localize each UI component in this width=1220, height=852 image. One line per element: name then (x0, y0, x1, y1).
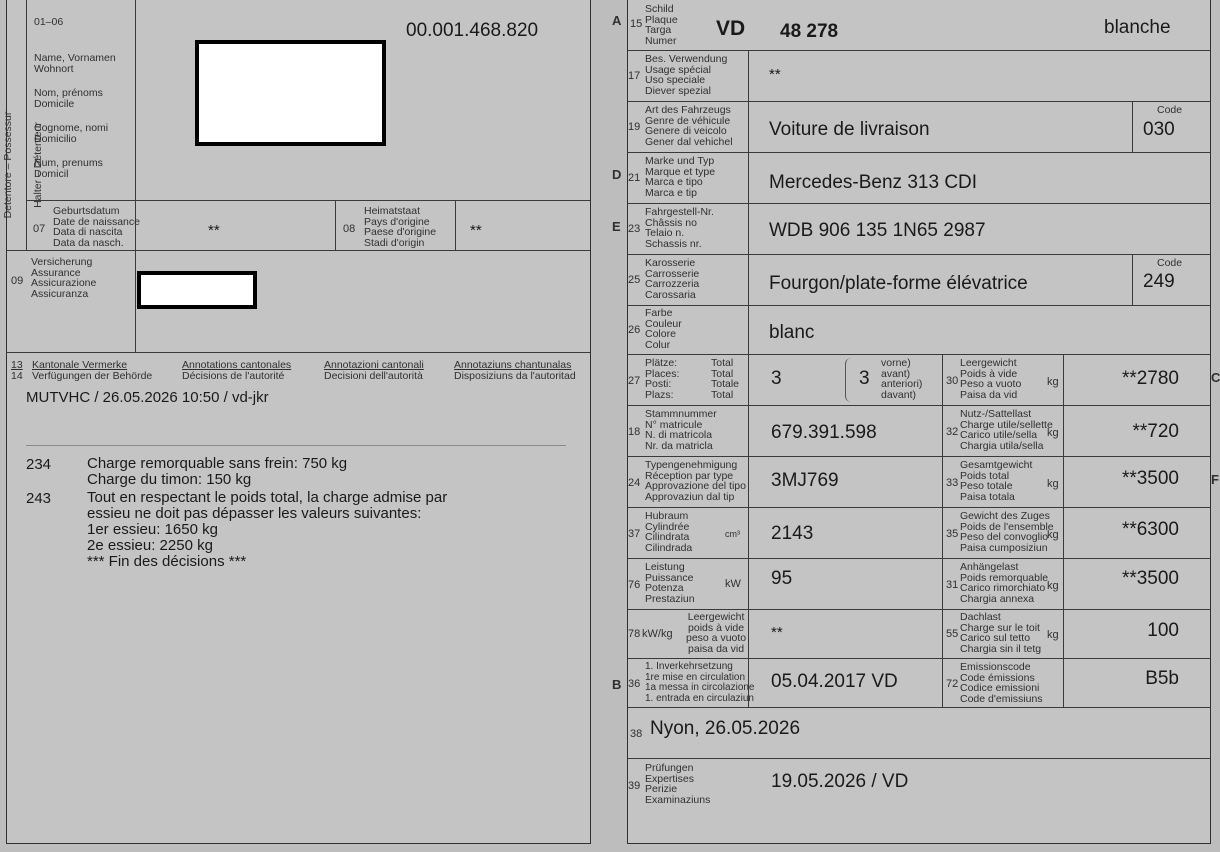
redacted-insurance-block (137, 271, 257, 309)
field-76-value: 95 (771, 568, 793, 589)
field-17-value: ** (769, 66, 781, 83)
field-36-num: 36 (628, 678, 641, 690)
holder-vertical-label: Detentore – Possessur Halter – Détenteur (2, 111, 44, 219)
field-27-front-value: 3 (859, 368, 870, 389)
field-19-num: 19 (628, 121, 641, 133)
field-39-num: 39 (628, 780, 641, 792)
owner-label-de: Name, Vornamen Wohnort (34, 52, 116, 75)
annot-rm: Annotaziuns chantunalas (454, 359, 572, 371)
field-24-num: 24 (628, 477, 641, 489)
field-31-unit: kg (1047, 580, 1059, 592)
field-36-value: 05.04.2017 VD (771, 671, 898, 692)
margin-letter-a: A (612, 13, 622, 28)
field-39-label: Prüfungen Expertises Perizie Examinaziuns (645, 762, 711, 806)
field-32-unit: kg (1047, 427, 1059, 439)
field-33-num: 33 (946, 477, 959, 489)
field-78-label: Leergewicht poids à vide peso a vuoto paisa da vid (686, 611, 747, 655)
field-78-value: ** (771, 624, 783, 641)
field-18-value: 679.391.598 (771, 422, 877, 443)
field-33-unit: kg (1047, 478, 1059, 490)
field-35-value: **6300 (1121, 519, 1179, 540)
field-17-num: 17 (628, 70, 641, 82)
field-35-num: 35 (946, 528, 959, 540)
field-01-06-label: 01–06 (34, 16, 64, 28)
field-25-code-label: Code (1157, 257, 1183, 269)
field-18-num: 18 (628, 426, 641, 438)
field-26-label: Farbe Couleur Colore Colur (645, 307, 682, 351)
field-25-value: Fourgon/plate-forme élévatrice (769, 273, 1028, 294)
field-55-value: 100 (1147, 620, 1179, 641)
field-21-value: Mercedes-Benz 313 CDI (769, 172, 978, 193)
field-76-unit: kW (725, 578, 741, 590)
owner-label-fr: Nom, prénoms Domicile (34, 87, 103, 110)
field-38-num: 38 (630, 728, 643, 740)
field-24-value: 3MJ769 (771, 470, 839, 491)
field-13-num: 13 (11, 359, 23, 371)
field-23-num: 23 (628, 223, 641, 235)
field-31-value: **3500 (1121, 568, 1179, 589)
field-07-label: Geburtsdatum Date de naissance Data di nascita Data da nasch. (53, 205, 140, 249)
field-26-value: blanc (769, 322, 815, 343)
field-31-label: Anhängelast Poids remorquable Carico rimorchiato Chargia annexa (960, 561, 1049, 605)
field-07-value: ** (208, 222, 220, 239)
field-33-label: Gesamtgewicht Poids total Peso totale Paisa totala (960, 459, 1033, 503)
annot-de: Kantonale Vermerke (32, 359, 128, 371)
paren-open (845, 358, 852, 402)
field-14-num: 14 (11, 370, 23, 382)
decis-de: Verfügungen der Behörde (32, 370, 153, 382)
field-37-unit: cm³ (725, 529, 740, 539)
field-19-value: Voiture de livraison (769, 119, 930, 140)
field-24-label: Typengenehmigung Réception par type Approvazione del tipo Approvaziun dal tip (645, 459, 746, 503)
annot-fr: Annotations cantonales (182, 359, 292, 371)
field-25-label: Karosserie Carrosserie Carrozzeria Carossaria (645, 257, 700, 301)
annot-it: Annotazioni cantonali (324, 359, 424, 371)
field-15-label: Schild Plaque Targa Numer (645, 3, 678, 47)
margin-letter-c: C (1211, 370, 1220, 385)
field-19-code: 030 (1143, 119, 1175, 140)
decis-fr: Décisions de l'autorité (182, 370, 285, 382)
field-08-num: 08 (343, 223, 356, 235)
field-17-label: Bes. Verwendung Usage spécial Uso speciale Diever spezial (645, 53, 728, 97)
field-32-value: **720 (1132, 421, 1179, 442)
field-15-num: 15 (630, 18, 643, 30)
field-27-front-label: vorne) avant) anteriori) davant) (881, 357, 923, 401)
field-27-num: 27 (628, 375, 641, 387)
decision-code: 243 (26, 490, 52, 507)
field-39-value: 19.05.2026 / VD (771, 771, 909, 792)
id-number: 00.001.468.820 (406, 20, 539, 41)
margin-letter-b: B (612, 677, 622, 692)
field-33-value: **3500 (1121, 468, 1179, 489)
decis-it: Decisioni dell'autorità (324, 370, 423, 382)
field-36-label: 1. Inverkehrsetzung 1re mise en circulation 1a messa in circolazione 1. entrada en circulaziun (645, 661, 755, 704)
field-19-code-label: Code (1157, 104, 1183, 116)
field-55-num: 55 (946, 628, 959, 640)
field-32-num: 32 (946, 426, 959, 438)
field-76-label: Leistung Puissance Potenza Prestaziun (645, 561, 695, 605)
field-37-label: Hubraum Cylindrée Cilindrata Cilindrada (645, 510, 693, 554)
field-37-value: 2143 (771, 523, 814, 544)
field-30-num: 30 (946, 375, 959, 387)
field-26-num: 26 (628, 324, 641, 336)
field-27-value: 3 (771, 368, 782, 389)
margin-letter-f: F (1211, 472, 1219, 487)
margin-letter-e: E (612, 219, 621, 234)
field-55-unit: kg (1047, 629, 1059, 641)
field-72-label: Emissionscode Code émissions Codice emissioni Code d'emissiuns (960, 661, 1043, 705)
owner-label-rm: Num, prenums Domicil (34, 157, 103, 180)
field-27-label: Plätze: Places: Posti: Plazs: (645, 357, 680, 401)
field-72-num: 72 (946, 678, 959, 690)
field-25-num: 25 (628, 274, 641, 286)
field-32-label: Nutz-/Sattellast Charge utile/sellette Carico utile/sella Chargia utila/sella (960, 408, 1053, 452)
field-09-label: Versicherung Assurance Assicurazione Assicuranza (31, 256, 97, 300)
decision-text: Charge remorquable sans frein: 750 kg Charge du timon: 150 kg (87, 455, 348, 488)
field-76-num: 76 (628, 579, 641, 591)
margin-letter-d: D (612, 167, 622, 182)
field-30-unit: kg (1047, 376, 1059, 388)
field-31-num: 31 (946, 579, 959, 591)
owner-label-it: Cognome, nomi Domicilio (34, 122, 109, 145)
decision-code: 234 (26, 456, 52, 473)
field-30-value: **2780 (1121, 368, 1179, 389)
plate-canton: VD (716, 17, 746, 40)
field-27-label-total: Total Total Totale Total (711, 357, 740, 401)
field-09-num: 09 (11, 275, 24, 287)
redacted-owner-block (195, 40, 386, 146)
field-72-value: B5b (1145, 668, 1179, 689)
field-35-unit: kg (1047, 529, 1059, 541)
field-08-value: ** (470, 222, 482, 239)
field-25-code: 249 (1143, 271, 1175, 292)
field-78-num-label: kW/kg (642, 628, 673, 640)
field-19-label: Art des Fahrzeugs Genre de véhicule Genere di veicolo Gener dal vehichel (645, 104, 733, 148)
field-08-label: Heimatstaat Pays d'origine Paese d'origine Stadi d'origin (364, 205, 437, 249)
field-30-label: Leergewicht Poids à vide Peso a vuoto Paisa da vid (960, 357, 1022, 401)
decis-rm: Disposiziuns da l'autoritad (454, 370, 576, 382)
field-07-num: 07 (33, 223, 46, 235)
field-35-label: Gewicht des Zuges Poids de l'ensemble Peso del convoglio Paisa cumposiziun (960, 510, 1054, 554)
field-18-label: Stammnummer N° matricule N. di matricola Nr. da matricla (645, 408, 717, 452)
field-78-num: 78 (628, 628, 641, 640)
field-55-label: Dachlast Charge sur le toit Carico sul tetto Chargia sin il tetg (960, 611, 1042, 655)
decision-text: Tout en respectant le poids total, la charge admise par essieu ne doit pas dépasser les valeurs suivantes: 1er essieu: 1650 kg 2e essieu: 2250 kg *** Fin des décisions *** (87, 489, 448, 570)
field-21-num: 21 (628, 172, 641, 184)
field-37-num: 37 (628, 528, 641, 540)
plate-color: blanche (1104, 17, 1171, 38)
field-38-value: Nyon, 26.05.2026 (650, 718, 801, 739)
remark-line: MUTVHC / 26.05.2026 10:50 / vd-jkr (26, 389, 269, 406)
field-23-value: WDB 906 135 1N65 2987 (769, 220, 986, 241)
plate-number: 48 278 (780, 21, 839, 42)
field-21-label: Marke und Typ Marque et type Marca e tipo Marca e tip (645, 155, 716, 199)
field-23-label: Fahrgestell-Nr. Châssis no Telaio n. Schassis nr. (645, 206, 714, 250)
